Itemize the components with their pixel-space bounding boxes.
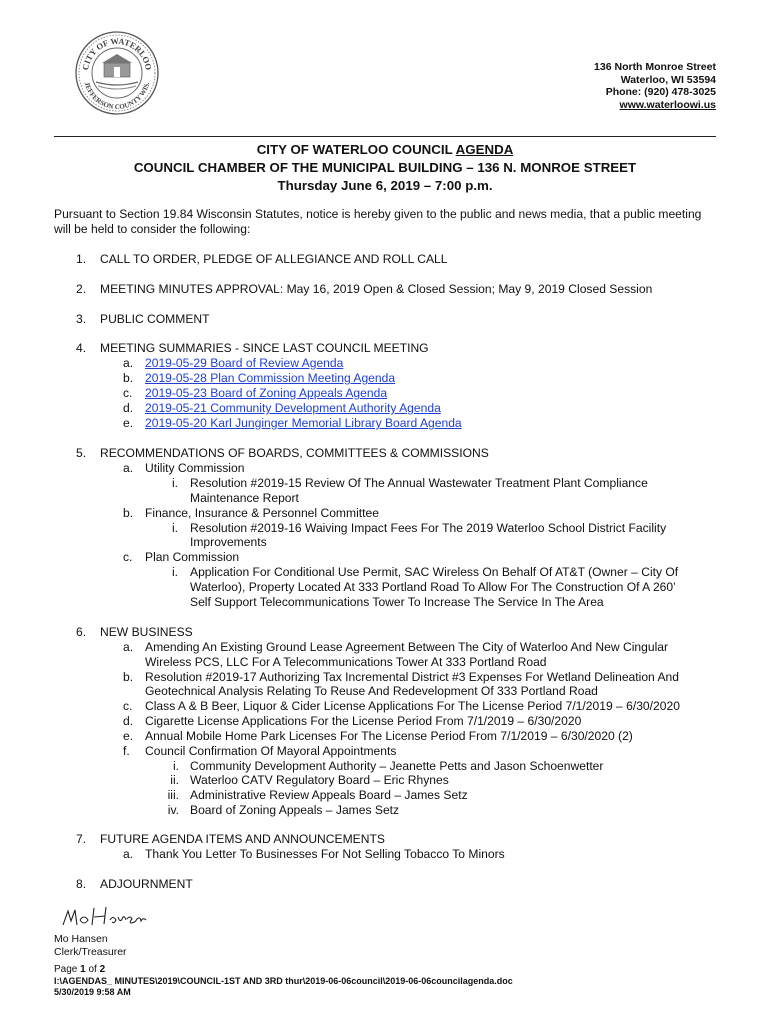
link-zoning-appeals[interactable]: 2019-05-23 Board of Zoning Appeals Agenda (145, 386, 388, 400)
item-new-business: NEW BUSINESS (100, 625, 193, 639)
appointment-cda: Community Development Authority – Jeanette Petts and Jason Schoenwetter (190, 759, 604, 773)
sub-letter: f. (123, 744, 130, 758)
signature-block (54, 933, 127, 958)
intro-paragraph: Pursuant to Section 19.84 Wisconsin Statutes, notice is hereby given to the public and news media, that a public meeting will be held to consider the following: (54, 207, 702, 236)
item-number: 1. (76, 252, 87, 266)
page-of: of (85, 964, 100, 975)
item-public-comment: PUBLIC COMMENT (100, 312, 210, 326)
city-seal (74, 30, 160, 116)
roman-numeral: i. (172, 521, 179, 535)
sub-letter: d. (123, 401, 134, 415)
sub-letter: c. (123, 699, 133, 713)
sub-utility-commission: Utility Commission (145, 461, 245, 475)
header-divider (54, 136, 716, 137)
signature-text: Mo Hansen (62, 929, 73, 931)
signer-title: Clerk/Treasurer (54, 945, 127, 958)
roman-numeral: i. (172, 565, 179, 579)
sub-letter: a. (123, 356, 134, 370)
item-recommendations: RECOMMENDATIONS OF BOARDS, COMMITTEES & COMMISSIONS (100, 446, 489, 460)
link-library-board[interactable]: 2019-05-20 Karl Junginger Memorial Library Board Agenda (145, 416, 462, 430)
title-prefix: CITY OF WATERLOO COUNCIL (256, 142, 456, 157)
ground-lease-amendment-cont: Wireless PCS, LLC For A Telecommunications Tower At 333 Portland Road (145, 655, 547, 669)
liquor-license: Class A & B Beer, Liquor & Cider License Applications For The License Period 7/1/2019 – 6/30/2020 (145, 699, 680, 713)
agenda-title (0, 141, 770, 195)
sub-letter: b. (123, 371, 134, 385)
roman-numeral: iii. (167, 788, 179, 802)
title-agenda-word: AGENDA (455, 142, 514, 157)
item-adjournment: ADJOURNMENT (100, 877, 193, 891)
address-phone: Phone: (920) 478-3025 (605, 86, 716, 98)
roman-numeral: i. (172, 476, 179, 490)
conditional-use-permit: Application For Conditional Use Permit, SAC Wireless On Behalf Of AT&T (Owner – City Of (190, 565, 679, 579)
resolution-2019-16-cont: Improvements (190, 535, 267, 549)
item-number: 7. (76, 832, 87, 846)
roman-numeral: i. (172, 759, 179, 773)
title-line-1 (0, 141, 770, 159)
sub-letter: c. (123, 386, 133, 400)
signer-name: Mo Hansen (54, 933, 108, 945)
item-number: 8. (76, 877, 87, 891)
sub-letter: b. (123, 670, 134, 684)
sub-letter: a. (123, 461, 134, 475)
resolution-2019-15: Resolution #2019-15 Review Of The Annual Wastewater Treatment Plant Compliance (190, 476, 648, 490)
appointment-admin-review: Administrative Review Appeals Board – James Setz (190, 788, 468, 802)
address-street: 136 North Monroe Street (594, 61, 716, 73)
appointment-catv: Waterloo CATV Regulatory Board – Eric Rhynes (190, 773, 449, 787)
sub-plan-commission: Plan Commission (145, 550, 240, 564)
address-city: Waterloo, WI 53594 (620, 73, 716, 86)
link-plan-commission[interactable]: 2019-05-28 Plan Commission Meeting Agenda (145, 371, 396, 385)
appointment-zoning: Board of Zoning Appeals – James Setz (190, 803, 400, 817)
item-call-to-order: CALL TO ORDER, PLEDGE OF ALLEGIANCE AND ROLL CALL (100, 252, 448, 266)
ground-lease-amendment: Amending An Existing Ground Lease Agreement Between The City of Waterloo And New Cingular (145, 640, 669, 654)
roman-numeral: ii. (170, 773, 179, 787)
file-path: I:\AGENDAS_ MINUTES\2019\COUNCIL-1ST AND 3RD thur\2019-06-06council\2019-06-06councilagenda.doc (54, 975, 513, 986)
sub-letter: d. (123, 714, 134, 728)
item-number: 5. (76, 446, 87, 460)
print-datetime: 5/30/2019 9:58 AM (54, 987, 131, 997)
item-number: 4. (76, 341, 87, 355)
conditional-use-permit-cont: Waterloo), Property Located At 333 Portland Road To Allow For The Construction Of A 260’ (190, 580, 676, 594)
resolution-2019-16: Resolution #2019-16 Waiving Impact Fees For The 2019 Waterloo School District Facility (190, 521, 667, 535)
resolution-2019-17: Resolution #2019-17 Authorizing Tax Incremental District #3 Expenses For Wetland Delineation And (145, 670, 679, 684)
roman-numeral: iv. (167, 803, 179, 817)
title-line-3: Thursday June 6, 2019 – 7:00 p.m. (277, 178, 493, 193)
sub-letter: e. (123, 416, 134, 430)
title-line-2: COUNCIL CHAMBER OF THE MUNICIPAL BUILDING – 136 N. MONROE STREET (133, 160, 637, 175)
page-label: Page (54, 964, 81, 975)
sub-letter: a. (123, 847, 134, 861)
sub-letter: c. (123, 550, 133, 564)
item-minutes-approval: MEETING MINUTES APPROVAL: May 16, 2019 Open & Closed Session; May 9, 2019 Closed Session (100, 282, 653, 296)
cigarette-license: Cigarette License Applications For the License Period From 7/1/2019 – 6/30/2020 (145, 714, 582, 728)
page-indicator (54, 964, 513, 976)
handwritten-signature (60, 903, 150, 931)
page-number: 1 (80, 964, 86, 975)
mayoral-appointments: Council Confirmation Of Mayoral Appointments (145, 744, 397, 758)
thank-you-letter: Thank You Letter To Businesses For Not Selling Tobacco To Minors (145, 847, 505, 861)
resolution-2019-15-cont: Maintenance Report (190, 491, 299, 505)
link-board-of-review[interactable]: 2019-05-29 Board of Review Agenda (145, 356, 344, 370)
item-number: 3. (76, 312, 87, 326)
seal-top-text: CITY OF WATERLOO (80, 35, 154, 71)
sub-letter: b. (123, 506, 134, 520)
sub-finance-committee: Finance, Insurance & Personnel Committee (145, 506, 379, 520)
page-total: 2 (99, 964, 106, 975)
seal-bottom-text: JEFFERSON COUNTY WIS. (82, 81, 152, 112)
link-community-development[interactable]: 2019-05-21 Community Development Authority Agenda (145, 401, 441, 415)
conditional-use-permit-cont: Self Support Telecommunications Tower To Increase The Service In The Area (190, 595, 604, 609)
item-meeting-summaries: MEETING SUMMARIES - SINCE LAST COUNCIL MEETING (100, 341, 429, 355)
sub-letter: e. (123, 729, 134, 743)
item-number: 6. (76, 625, 87, 639)
mobile-home-license: Annual Mobile Home Park Licenses For The License Period From 7/1/2019 – 6/30/2020 (2) (145, 729, 633, 743)
document-footer (54, 964, 513, 999)
item-future-agenda: FUTURE AGENDA ITEMS AND ANNOUNCEMENTS (100, 832, 385, 846)
website-link[interactable]: www.waterloowi.us (619, 98, 716, 111)
sub-letter: a. (123, 640, 134, 654)
resolution-2019-17-cont: Geotechnical Analysis Relating To Reuse And Redevelopment Of 333 Portland Road (145, 684, 598, 698)
address-block (594, 61, 716, 111)
item-number: 2. (76, 282, 87, 296)
